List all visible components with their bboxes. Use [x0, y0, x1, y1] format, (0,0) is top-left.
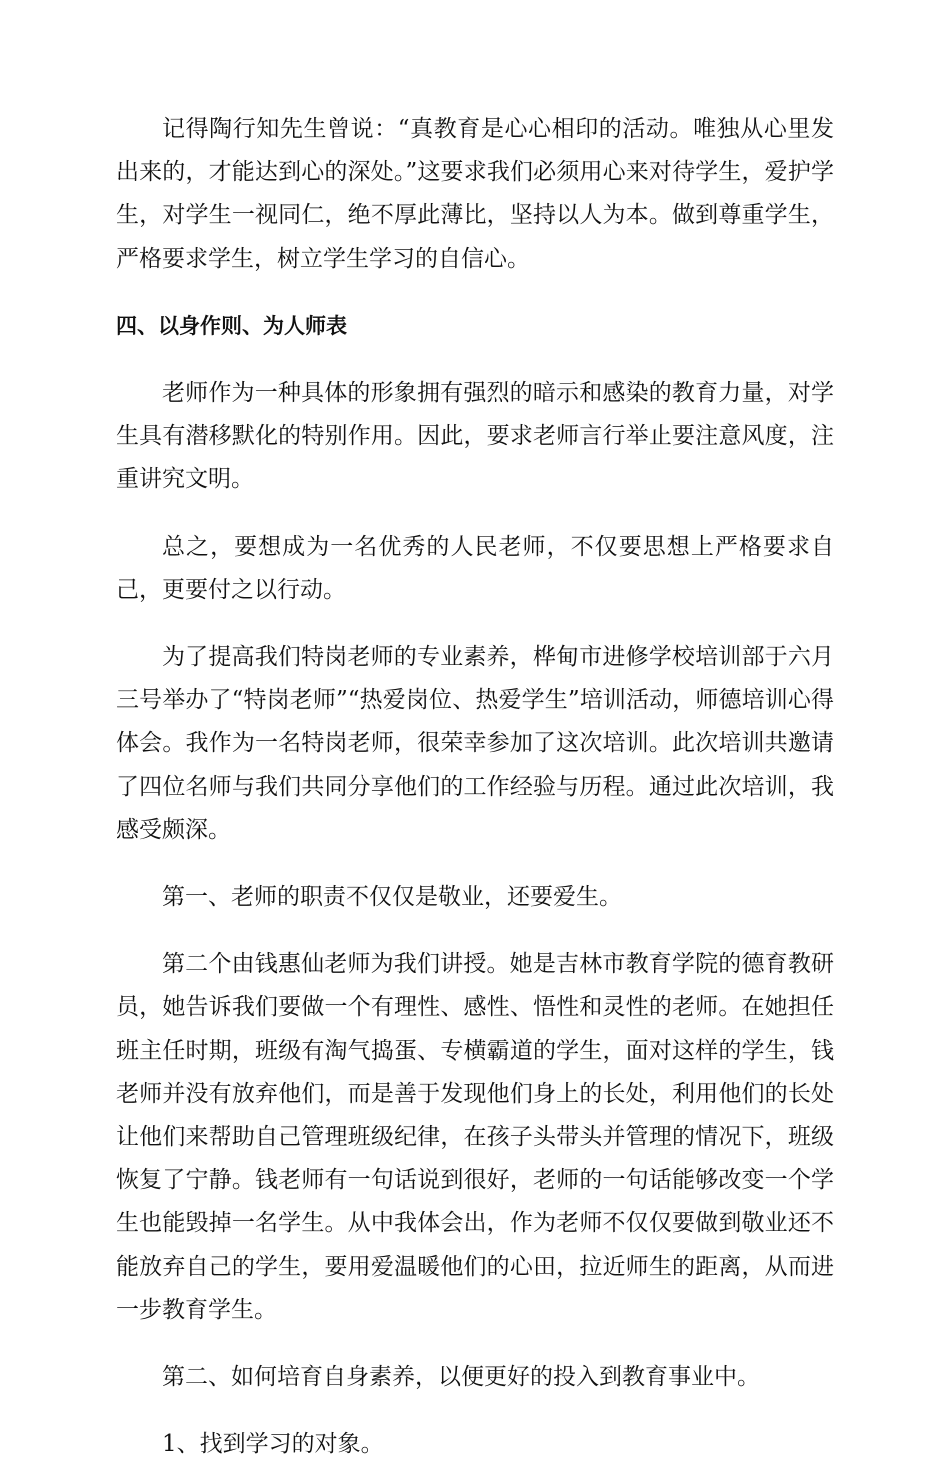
paragraph-tao-xingzhi-quote: 记得陶行知先生曾说：“真教育是心心相印的活动。唯独从心里发出来的，才能达到心的深处。”这要求我们必须用心来对待学生，爱护学生，对学生一视同仁，绝不厚此薄比，坚持以人为本。做到尊重学生，严格要求学生，树立学生学习的自信心。 — [116, 116, 834, 272]
paragraph-training-intro: 为了提高我们特岗老师的专业素养，桦甸市进修学校培训部于六月三号举办了“特岗老师”“热爱岗位、热爱学生”培训活动，师德培训心得体会。我作为一名特岗老师，很荣幸参加了这次培训。此次培训共邀请了四位名师与我们共同分享他们的工作经验与历程。通过此次培训，我感受颇深。 — [116, 644, 834, 843]
paragraph-point-one: 第一、老师的职责不仅仅是敬业，还要爱生。 — [162, 884, 622, 911]
paragraph-point-two: 第二、如何培育自身素养，以便更好的投入到教育事业中。 — [162, 1364, 760, 1391]
paragraph-summary: 总之，要想成为一名优秀的人民老师，不仅要思想上严格要求自己，更要付之以行动。 — [116, 533, 834, 603]
paragraph-item-one: 1、找到学习的对象。 — [162, 1431, 384, 1458]
paragraph-qian-huixian: 第二个由钱惠仙老师为我们讲授。她是吉林市教育学院的德育教研员，她告诉我们要做一个有理性、感性、悟性和灵性的老师。在她担任班主任时期，班级有淘气捣蛋、专横霸道的学生，面对这样的学生，钱老师并没有放弃他们，而是善于发现他们身上的长处，利用他们的长处让他们来帮助自己管理班级纪律，在孩子头带头并管理的情况下，班级恢复了宁静。钱老师有一句话说到很好，老师的一句话能够改变一个学生也能毁掉一名学生。从中我体会出，作为老师不仅仅要做到敬业还不能放弃自己的学生，要用爱温暖他们的心田，拉近师生的距离，从而进一步教育学生。 — [116, 951, 834, 1323]
paragraph-teacher-image: 老师作为一种具体的形象拥有强烈的暗示和感染的教育力量，对学生具有潜移默化的特别作用。因此，要求老师言行举止要注意风度，注重讲究文明。 — [116, 380, 834, 493]
section-heading-four: 四、以身作则、为人师表 — [116, 313, 347, 338]
